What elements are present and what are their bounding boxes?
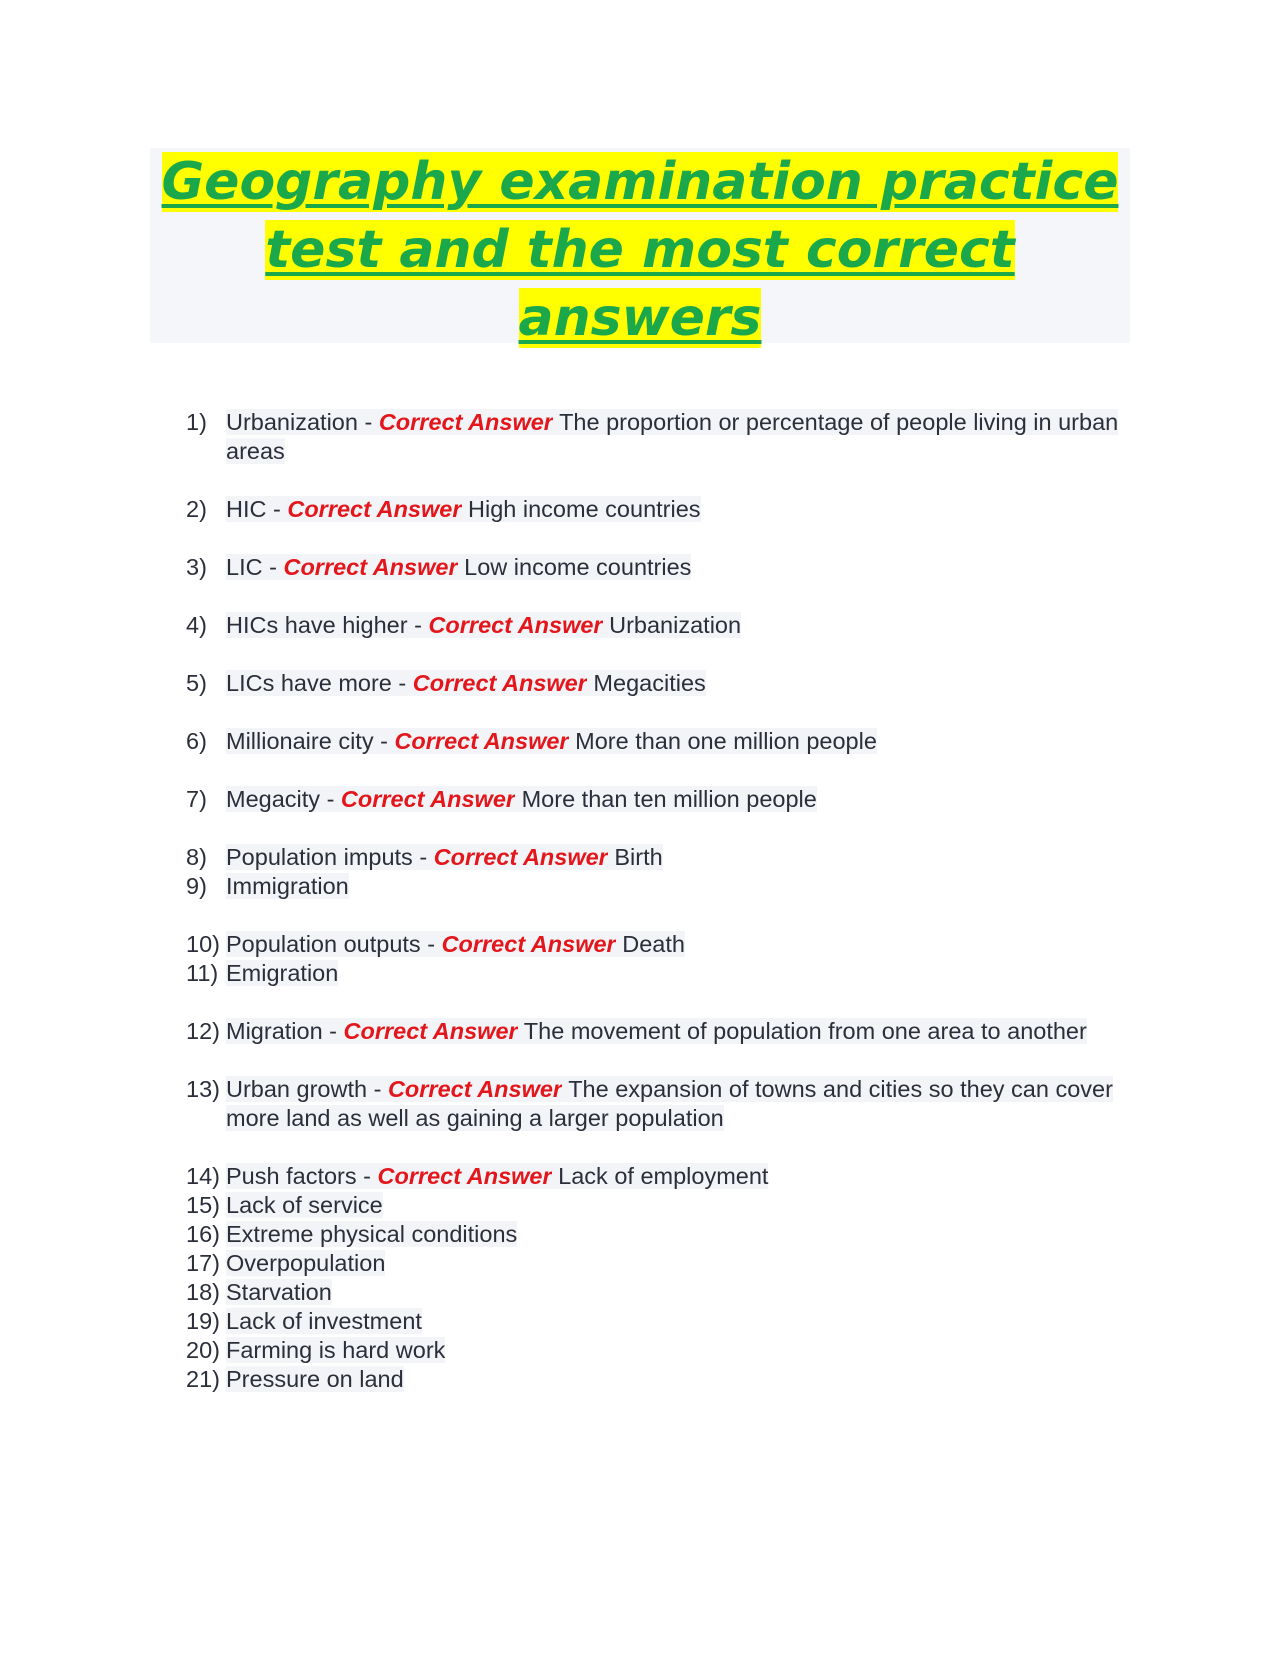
correct-answer-label: Correct Answer: [340, 786, 516, 812]
list-item: [186, 727, 1126, 756]
item-answer: The movement of population from one area to another: [517, 1018, 1087, 1044]
list-item: [186, 1162, 1126, 1191]
item-term: Urbanization -: [226, 409, 379, 435]
item-number: 5): [186, 670, 207, 696]
correct-answer-label: Correct Answer: [287, 496, 462, 522]
item-number: 19): [186, 1308, 220, 1334]
item-term: HIC -: [226, 496, 288, 522]
item-answer: Birth: [607, 844, 663, 870]
correct-answer-label: Correct Answer: [433, 844, 608, 870]
item-term: Population outputs -: [226, 931, 442, 957]
item-number: 12): [186, 1018, 220, 1044]
item-answer: Low income countries: [457, 554, 692, 580]
item-number: 17): [186, 1250, 220, 1276]
item-term: Population imputs -: [226, 844, 434, 870]
list-item: [186, 1017, 1126, 1046]
list-item: [186, 408, 1126, 466]
item-number: 8): [186, 844, 207, 870]
correct-answer-label: Correct Answer: [387, 1076, 563, 1102]
item-answer: Megacities: [586, 670, 706, 696]
item-answer: Lack of employment: [551, 1163, 769, 1189]
title-block: [150, 148, 1130, 348]
item-text: Pressure on land: [226, 1366, 404, 1392]
item-text: Farming is hard work: [226, 1337, 446, 1363]
item-number: 11): [186, 960, 219, 986]
list-item: [186, 1307, 1126, 1336]
item-number: 2): [186, 496, 207, 522]
correct-answer-label: Correct Answer: [441, 931, 616, 957]
item-number: 16): [186, 1221, 220, 1247]
list-item: [186, 1220, 1126, 1249]
item-term: Push factors -: [226, 1163, 378, 1189]
item-number: 3): [186, 554, 207, 580]
correct-answer-label: Correct Answer: [394, 728, 569, 754]
item-term: Migration -: [226, 1018, 344, 1044]
correct-answer-label: Correct Answer: [412, 670, 587, 696]
title-line-3: answers: [518, 288, 762, 348]
item-text: Overpopulation: [226, 1250, 386, 1276]
item-answer: More than ten million people: [515, 786, 817, 812]
list-item: [186, 611, 1126, 640]
item-number: 13): [186, 1076, 220, 1102]
correct-answer-label: Correct Answer: [377, 1163, 552, 1189]
item-text: Starvation: [226, 1279, 332, 1305]
item-number: 21): [186, 1366, 220, 1392]
item-text: Emigration: [226, 960, 339, 986]
correct-answer-label: Correct Answer: [283, 554, 458, 580]
list-item: [186, 1075, 1126, 1133]
item-answer: Urbanization: [602, 612, 742, 638]
correct-answer-label: Correct Answer: [428, 612, 603, 638]
list-item: [186, 669, 1126, 698]
list-item: [186, 1278, 1126, 1307]
list-item: [186, 553, 1126, 582]
list-item: [186, 1336, 1126, 1365]
item-number: 20): [186, 1337, 220, 1363]
item-term: LICs have more -: [226, 670, 413, 696]
item-number: 4): [186, 612, 207, 638]
correct-answer-label: Correct Answer: [343, 1018, 518, 1044]
item-answer: The expansion of towns and cities so they can cover more land as well as gaining a larger population: [226, 1076, 1113, 1131]
item-answer: High income countries: [461, 496, 701, 522]
list-item: [186, 1249, 1126, 1278]
list-item: [186, 959, 1126, 988]
list-item: [186, 495, 1126, 524]
list-item: [186, 1365, 1126, 1394]
list-item: [186, 872, 1126, 901]
item-answer: More than one million people: [568, 728, 877, 754]
correct-answer-label: Correct Answer: [378, 409, 553, 435]
item-text: Immigration: [226, 873, 349, 899]
item-text: Extreme physical conditions: [226, 1221, 518, 1247]
item-number: 6): [186, 728, 207, 754]
item-text: Lack of investment: [226, 1308, 422, 1334]
item-term: Megacity -: [226, 786, 341, 812]
title-line-2: test and the most correct: [265, 220, 1015, 280]
item-term: Millionaire city -: [226, 728, 395, 754]
question-answer-list: [186, 408, 1126, 1394]
item-answer: Death: [615, 931, 685, 957]
item-number: 7): [186, 786, 207, 812]
item-answer: The proportion or percentage of people living in urban areas: [226, 409, 1119, 464]
list-item: [186, 843, 1126, 872]
item-number: 15): [186, 1192, 220, 1218]
item-number: 18): [186, 1279, 220, 1305]
list-item: [186, 930, 1126, 959]
item-number: 1): [186, 409, 207, 435]
item-text: Lack of service: [226, 1192, 383, 1218]
item-term: HICs have higher -: [226, 612, 429, 638]
item-number: 14): [186, 1163, 220, 1189]
title-line-1: Geography examination practice: [161, 152, 1119, 212]
item-term: LIC -: [226, 554, 284, 580]
item-number: 10): [186, 931, 220, 957]
document-title: [150, 148, 1130, 352]
list-item: [186, 785, 1126, 814]
item-number: 9): [186, 873, 207, 899]
list-item: [186, 1191, 1126, 1220]
item-term: Urban growth -: [226, 1076, 388, 1102]
